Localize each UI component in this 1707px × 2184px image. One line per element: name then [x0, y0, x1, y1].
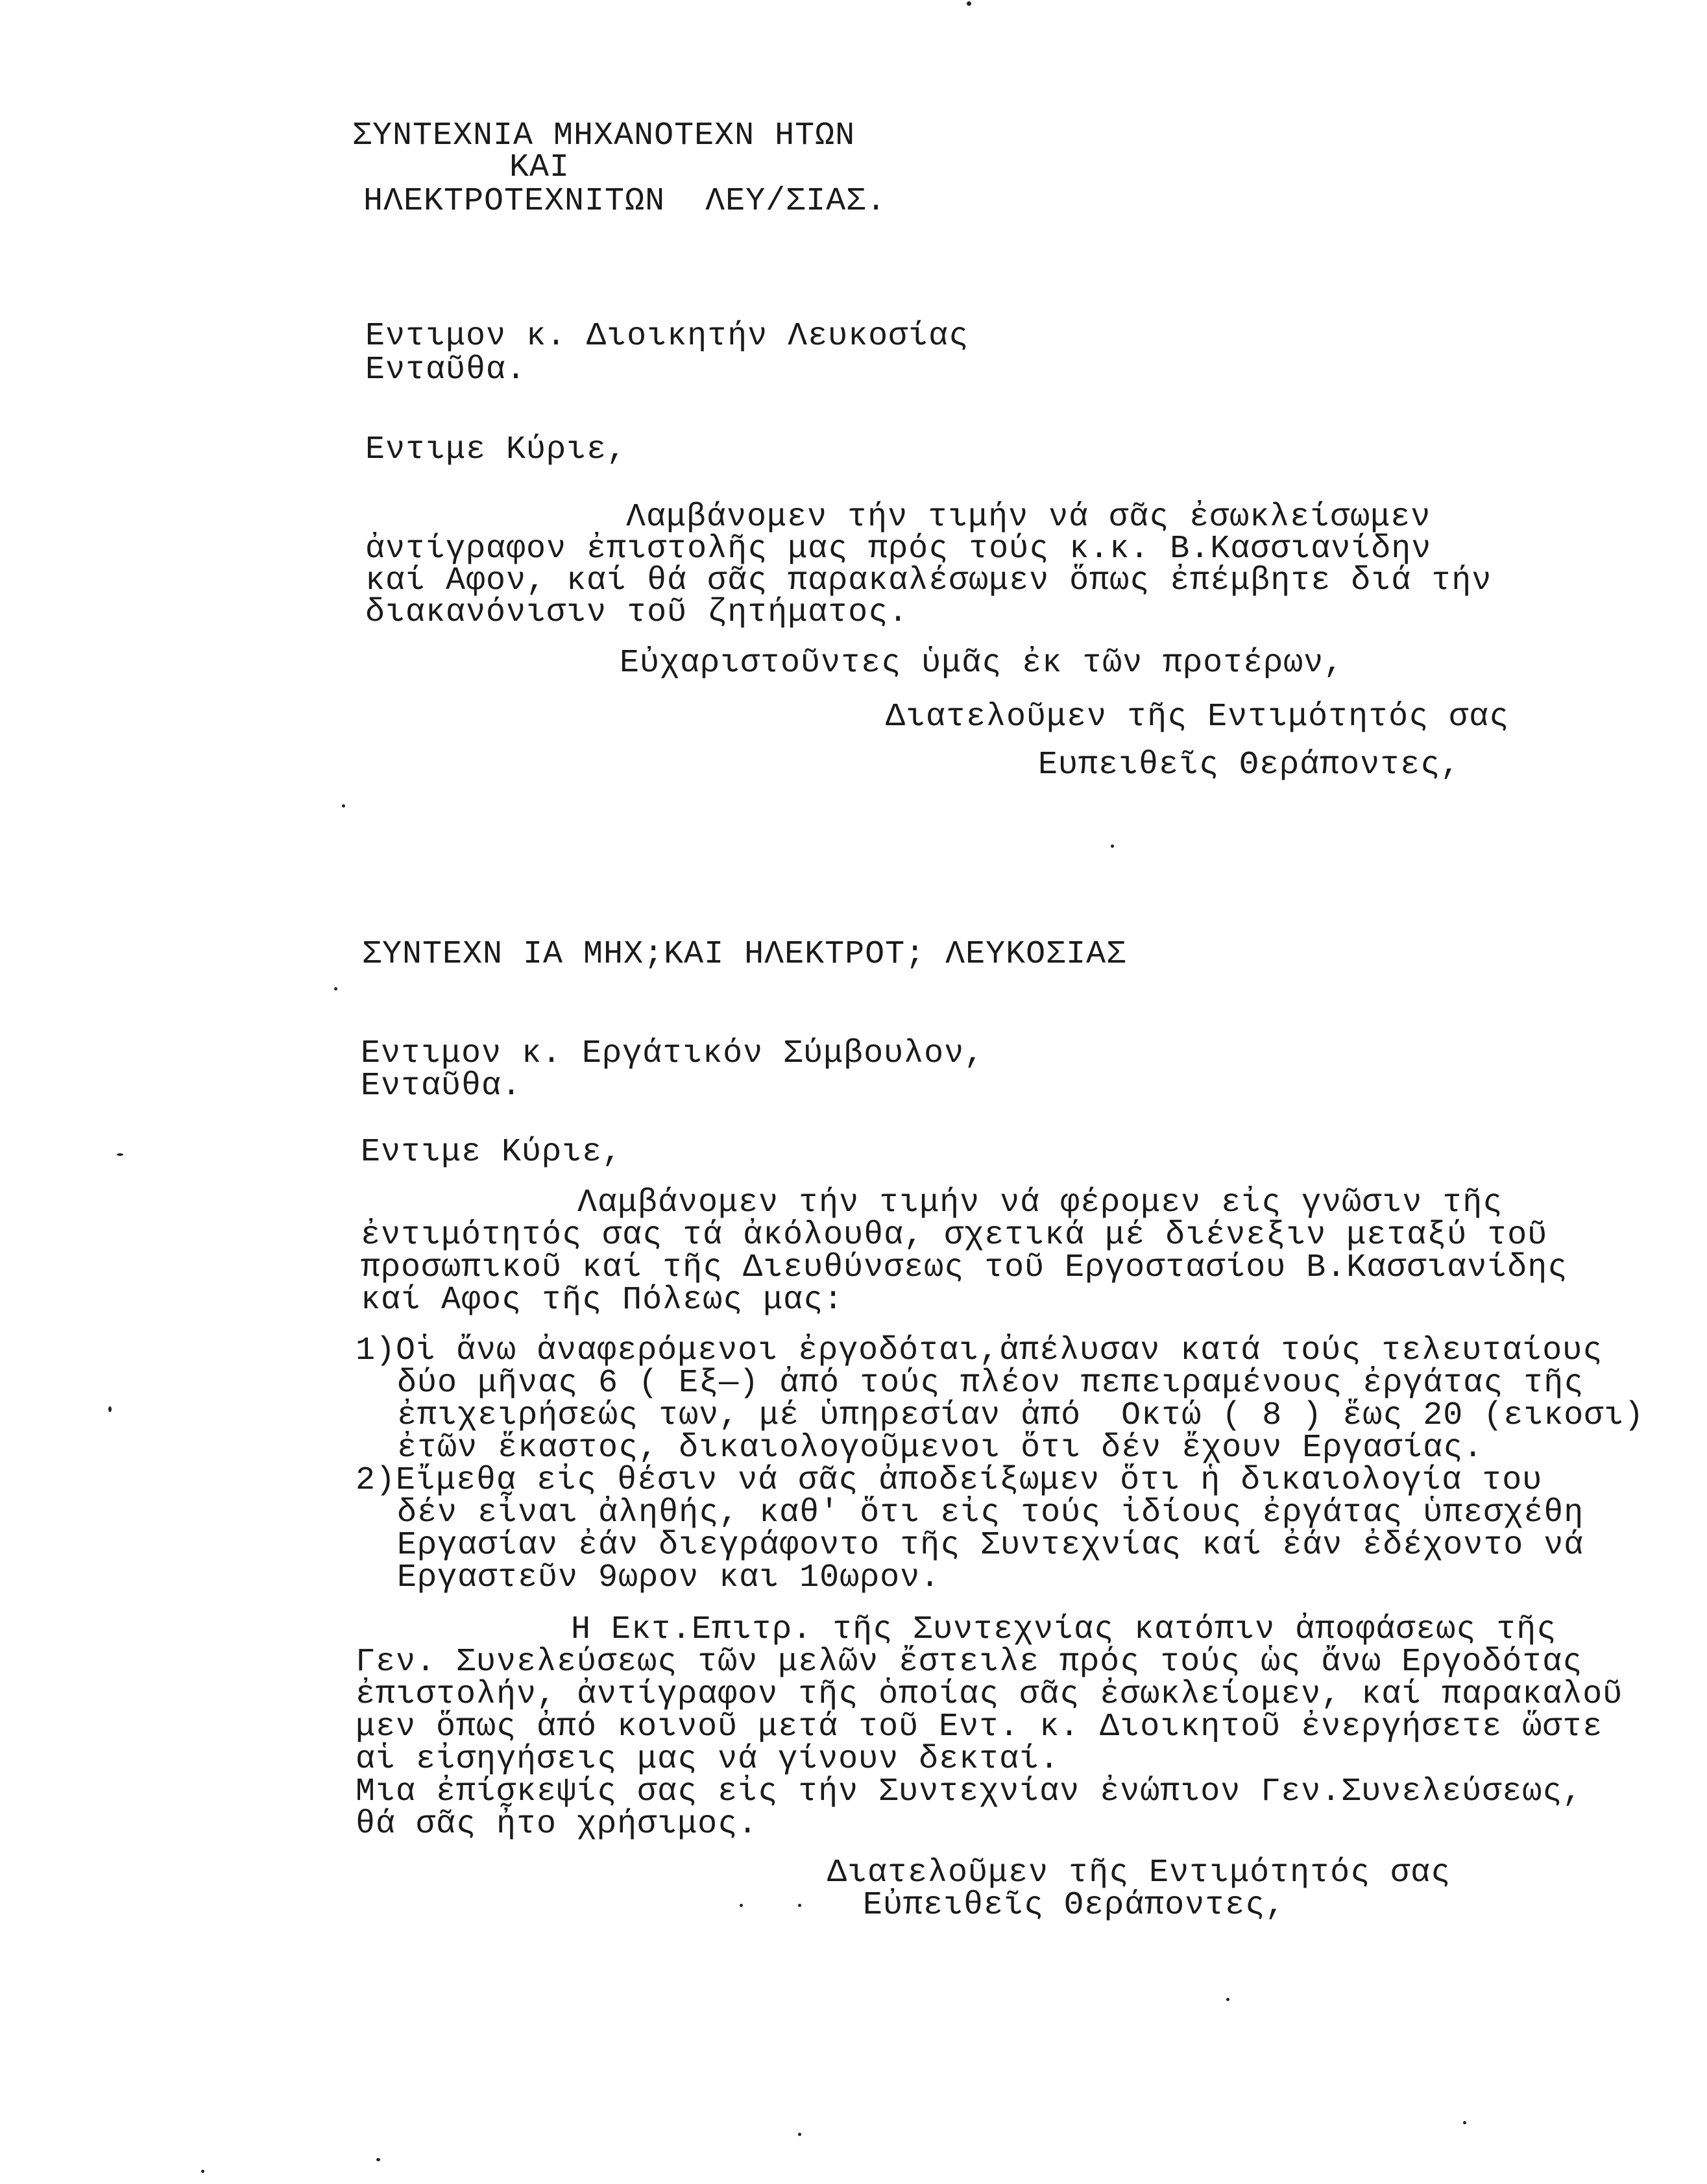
- letter1-salutation: Εντιμε Κύριε,: [365, 431, 627, 468]
- letter2-paragraph-line2: Γεν. Συνελεύσεως τῶν μελῶν ἔστειλε πρός τούς ὡς ἄνω Εργοδότας: [356, 1644, 1583, 1681]
- scan-speck: [376, 2158, 380, 2161]
- letter2-point2-line4: Εργαστεῦν 9ωρον και 10ωρον.: [397, 1559, 941, 1596]
- scan-speck: [108, 1406, 112, 1412]
- scan-speck: [798, 2133, 801, 2136]
- letter1-body-line2: ἀντίγραφον ἐπιστολῆς μας πρός τούς κ.κ. Β.Κασσιανίδην: [365, 531, 1432, 568]
- scan-speck: [334, 987, 337, 990]
- letter2-point1-line4: ἐτῶν ἕκαστος, δικαιολογοῦμενοι ὅτι δέν ἔχουν Εργασίας.: [397, 1430, 1484, 1467]
- letter2-addressee-line1: Εντιμον κ. Εργάτικόν Σύμβουλον,: [361, 1035, 985, 1072]
- letter2-addressee-line2: Ενταῦθα.: [361, 1068, 522, 1105]
- scan-speck: [740, 1904, 743, 1907]
- scan-speck: [117, 1153, 123, 1156]
- letter2-paragraph-line3: ἐπιστολήν, ἀντίγραφον τῆς ὁποίας σᾶς ἐσωκλείομεν, καί παρακαλοῦ: [356, 1676, 1623, 1713]
- letter2-paragraph-line7: θά σᾶς ἦτο χρήσιμος.: [356, 1806, 758, 1843]
- letter1-sender-line3: ΗΛΕΚΤΡΟΤΕΧΝΙΤΩΝ ΛΕΥ/ΣΙΑΣ.: [363, 183, 887, 220]
- letter1-thanks: Εὐχαριστοῦντες ὑμᾶς ἐκ τῶν προτέρων,: [620, 645, 1344, 682]
- letter1-addressee-line2: Ενταῦθα.: [365, 352, 527, 389]
- letter2-intro-line4: καί Αφος τῆς Πόλεως μας:: [361, 1282, 844, 1319]
- scan-speck: [201, 2170, 204, 2173]
- letter1-closing2: Ευπειθεῖς Θεράποντες,: [1038, 747, 1461, 784]
- letter2-paragraph-line4: μεν ὅπως ἀπό κοινοῦ μετά τοῦ Εντ. κ. Διοικητοῦ ἐνεργήσετε ὥστε: [356, 1709, 1603, 1746]
- letter2-point1-line1: 1)Οἱ ἄνω ἀναφερόμενοι ἐργοδόται,ἀπέλυσαν κατά τούς τελευταίους: [356, 1332, 1603, 1369]
- letter2-point2-line2: δέν εἶναι ἀληθής, καθ' ὅτι εἰς τούς ἰδίους ἐργάτας ὑπεσχέθη: [397, 1494, 1584, 1531]
- scan-speck: [1463, 2121, 1466, 2124]
- letter2-point1-line2: δύο μῆνας 6 ( Εξ—) ἀπό τούς πλέον πεπειραμένους ἐργάτας τῆς: [397, 1365, 1584, 1402]
- letter2-header: ΣΥΝΤΕΧΝ ΙΑ ΜΗΧ;ΚΑΙ ΗΛΕΚΤΡΟΤ; ΛΕΥΚΟΣΙΑΣ: [362, 936, 1127, 973]
- scan-speck: [1111, 845, 1114, 848]
- scan-speck: [967, 1, 971, 6]
- letter2-paragraph-line1: Η Εκτ.Επιτρ. τῆς Συντεχνίας κατόπιν ἀποφάσεως τῆς: [571, 1611, 1557, 1648]
- scan-speck: [1226, 1998, 1229, 2001]
- letter1-addressee-line1: Εντιμον κ. Διοικητήν Λευκοσίας: [365, 318, 969, 355]
- letter2-salutation: Εντιμε Κύριε,: [361, 1134, 623, 1171]
- letter2-closing1: Διατελοῦμεν τῆς Εντιμότητός σας: [827, 1854, 1451, 1891]
- letter1-body-line4: διακανόνισιν τοῦ ζητήματος.: [365, 594, 909, 631]
- letter1-closing1: Διατελοῦμεν τῆς Εντιμότητός σας: [886, 699, 1510, 736]
- letter2-paragraph-line6: Μια ἐπίσκεψίς σας εἰς τήν Συντεχνίαν ἐνώπιον Γεν.Συνελεύσεως,: [356, 1773, 1583, 1810]
- letter2-paragraph-line5: αἱ εἰσηγήσεις μας νά γίνουν δεκταί.: [356, 1741, 1060, 1778]
- letter2-point2-line1: 2)Εἴμεθα εἰς θέσιν νά σᾶς ἀποδείξωμεν ὅτι ἡ δικαιολογία του: [356, 1462, 1543, 1499]
- letter2-point1-line3: ἐπιχειρήσεώς των, μέ ὑπηρεσίαν ἀπό Οκτώ ( 8 ) ἕως 20 (εικοσι): [397, 1397, 1645, 1434]
- letter2-closing2: Εὐπειθεῖς Θεράποντες,: [863, 1887, 1286, 1924]
- letter2-intro-line1: Λαμβάνομεν τήν τιμήν νά φέρομεν εἰς γνῶσιν τῆς: [577, 1184, 1503, 1221]
- scan-speck: [342, 804, 345, 808]
- letter1-body-line1: Λαμβάνομεν τήν τιμήν νά σᾶς ἐσωκλείσωμεν: [626, 499, 1431, 536]
- letter1-sender-line2: ΚΑΙ: [509, 149, 570, 186]
- letter2-intro-line2: ἐντιμότητός σας τά ἀκόλουθα, σχετικά μέ διένεξιν μεταξύ τοῦ: [361, 1217, 1548, 1254]
- letter1-sender-line1: ΣΥΝΤΕΧΝΙΑ ΜΗΧΑΝΟΤΕΧΝ ΗΤΩΝ: [352, 117, 856, 154]
- letter1-body-line3: καί Αφον, καί θά σᾶς παρακαλέσωμεν ὅπως ἐπέμβητε διά τήν: [365, 562, 1492, 599]
- letter2-point2-line3: Εργασίαν ἐάν διεγράφοντο τῆς Συντεχνίας καί ἐάν ἐδέχοντο νά: [397, 1527, 1584, 1564]
- scan-speck: [798, 1904, 801, 1907]
- letter2-intro-line3: προσωπικοῦ καί τῆς Διευθύνσεως τοῦ Εργοστασίου Β.Κασσιανίδης: [361, 1249, 1568, 1286]
